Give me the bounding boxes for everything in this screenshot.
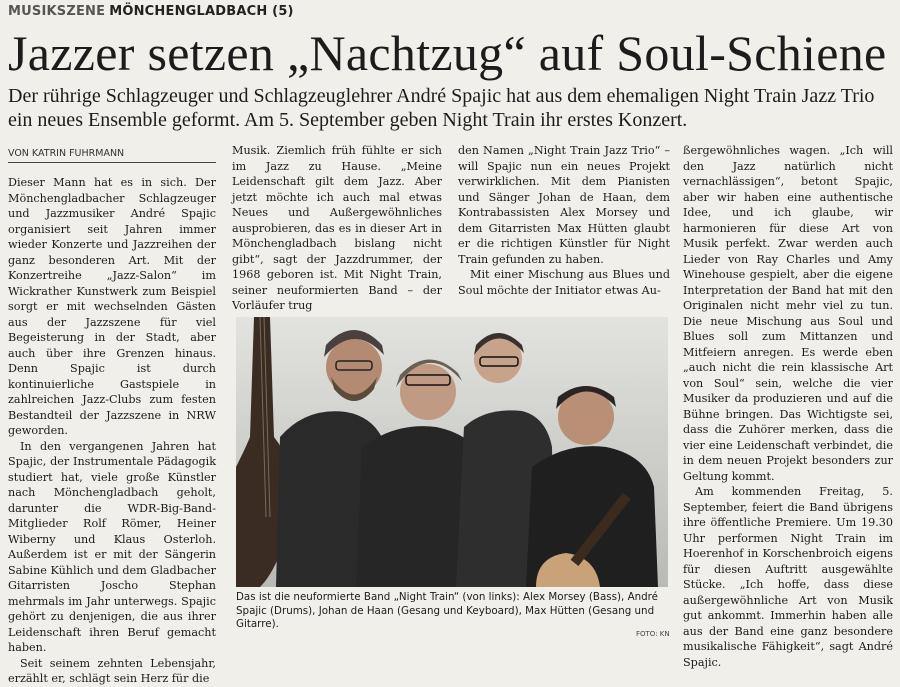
kicker-city: MÖNCHENGLADBACH (5) [109, 4, 294, 19]
paragraph: den Namen „Night Train Jazz Trio“ – will Spajic nun ein neues Projekt verwirklichen. Mit dem Pianisten und Sänger Johan de Haan, dem Kontrabassisten Alex Morsey und dem Gitarristen Max Hütten glaubt er die richtigen Künstler für Night Train gefunden zu haben. [458, 144, 670, 266]
band-photo-illustration [236, 317, 668, 587]
kicker-section: MUSIKSZENE [8, 4, 106, 19]
article-column-1 [8, 175, 216, 687]
band-photo [236, 317, 668, 587]
photo-credit: FOTO: KN [636, 630, 670, 638]
paragraph: Musik. Ziemlich früh fühlte er sich im Jazz zu Hause. „Meine Leidenschaft gilt dem Jazz. Aber jetzt möchte ich auch mal etwas Neues und Außergewöhnliches ausprobieren, das es in dieser Art in Mönchengladbach bislang nicht gibt“, sagt der Jazzdrummer, der 1968 geboren ist. Mit Night Train, seiner neuformierten Band – der Vorläufer trug [232, 144, 442, 312]
article-column-4 [683, 143, 893, 670]
paragraph: ßergewöhnliches wagen. „Ich will den Jazz natürlich nicht vernachlässigen“, betont Spajic, aber wir haben eine authentische Idee, und ich glaube, wir harmonieren für diese Art von Musik perfekt. Zwar werden auch Lieder von Ray Charles und Amy Winehouse gespielt, aber die eigene Interpretation der Band hat mit den Originalen nicht mehr viel zu tun. Die neue Mischung aus Soul und Blues soll zum Mittanzen und Mitfeiern anregen. Es werde eben „auch nicht die rein klassische Art von Soul“ sein, welche die vier Musiker da produzieren und auf die Bühne bringen. Das Wichtigste sei, dass die Zuhörer merken, dass die vier eine Leidenschaft verbindet, die in dem neuen Projekt besonders zur Geltung kommt. [683, 144, 893, 483]
paragraph: Dieser Mann hat es in sich. Der Mönchengladbacher Schlagzeuger und Jazzmusiker André Spajic organisiert seit Jahren immer wieder Konzerte und Jazzreihen der ganz besonderen Art. Mit der Konzertreihe „Jazz-Salon“ im Wickrather Kunstwerk zum Beispiel sorgt er mit wechselnden Gästen aus der Jazzszene für viel Begeisterung in der Stadt, aber auch über ihre Grenzen hinaus. Denn Spajic ist durch kontinuierliche Gastspiele in zahlreichen Jazz-Clubs zum festen Bestandteil der Jazzszene in NRW geworden. [8, 176, 216, 437]
deck: Der rührige Schlagzeuger und Schlagzeuglehrer André Spajic hat aus dem ehemaligen Night Train Jazz Trio ein neues Ensemble geformt. Am 5. September geben Night Train ihr erstes Konzert. [8, 85, 875, 131]
photo-caption: Das ist die neuformierte Band „Night Train“ (von links): Alex Morsey (Bass), André Spajic (Drums), Johan de Haan (Gesang und Keyboard), Max Hütten (Gesang und Gitarre). [236, 591, 659, 630]
byline: VON KATRIN FUHRMANN [8, 148, 216, 163]
article-column-3 [458, 143, 670, 298]
article-column-2 [232, 143, 442, 314]
headline: Jazzer setzen „Nachtzug“ auf Soul-Schiene [8, 25, 887, 81]
paragraph: Am kommenden Freitag, 5. September, feiert die Band übrigens ihre öffentliche Premiere. Um 19.30 Uhr performen Night Train im Hoerenhof in Korschenbroich eigens für diesen Auftritt ausgewählte Stücke. „Ich hoffe, dass diese außergewöhnliche Art von Musik gut ankommt. Immerhin haben alle aus der Band eine ganz besondere musikalische Fähigkeit“, sagt André Spajic. [683, 485, 893, 669]
paragraph: In den vergangenen Jahren hat Spajic, der Instrumentale Pädagogik studiert hat, viele große Künstler nach Mönchengladbach geholt, darunter die WDR-Big-Band-Mitglieder Rolf Römer, Heiner Wiberny und Klaus Osterloh. Außerdem ist er mit der Sängerin Sabine Kühlich und dem Gladbacher Gitarristen Joscho Stephan mehrmals im Jahr unterwegs. Spajic gehört zu denjenigen, die aus ihrer Leidenschaft ihren Beruf gemacht haben. [8, 439, 216, 654]
kicker [8, 4, 294, 19]
paragraph: Mit einer Mischung aus Blues und Soul möchte der Initiator etwas Au- [458, 268, 670, 297]
paragraph: Seit seinem zehnten Lebensjahr, erzählt er, schlägt sein Herz für die [8, 656, 216, 685]
